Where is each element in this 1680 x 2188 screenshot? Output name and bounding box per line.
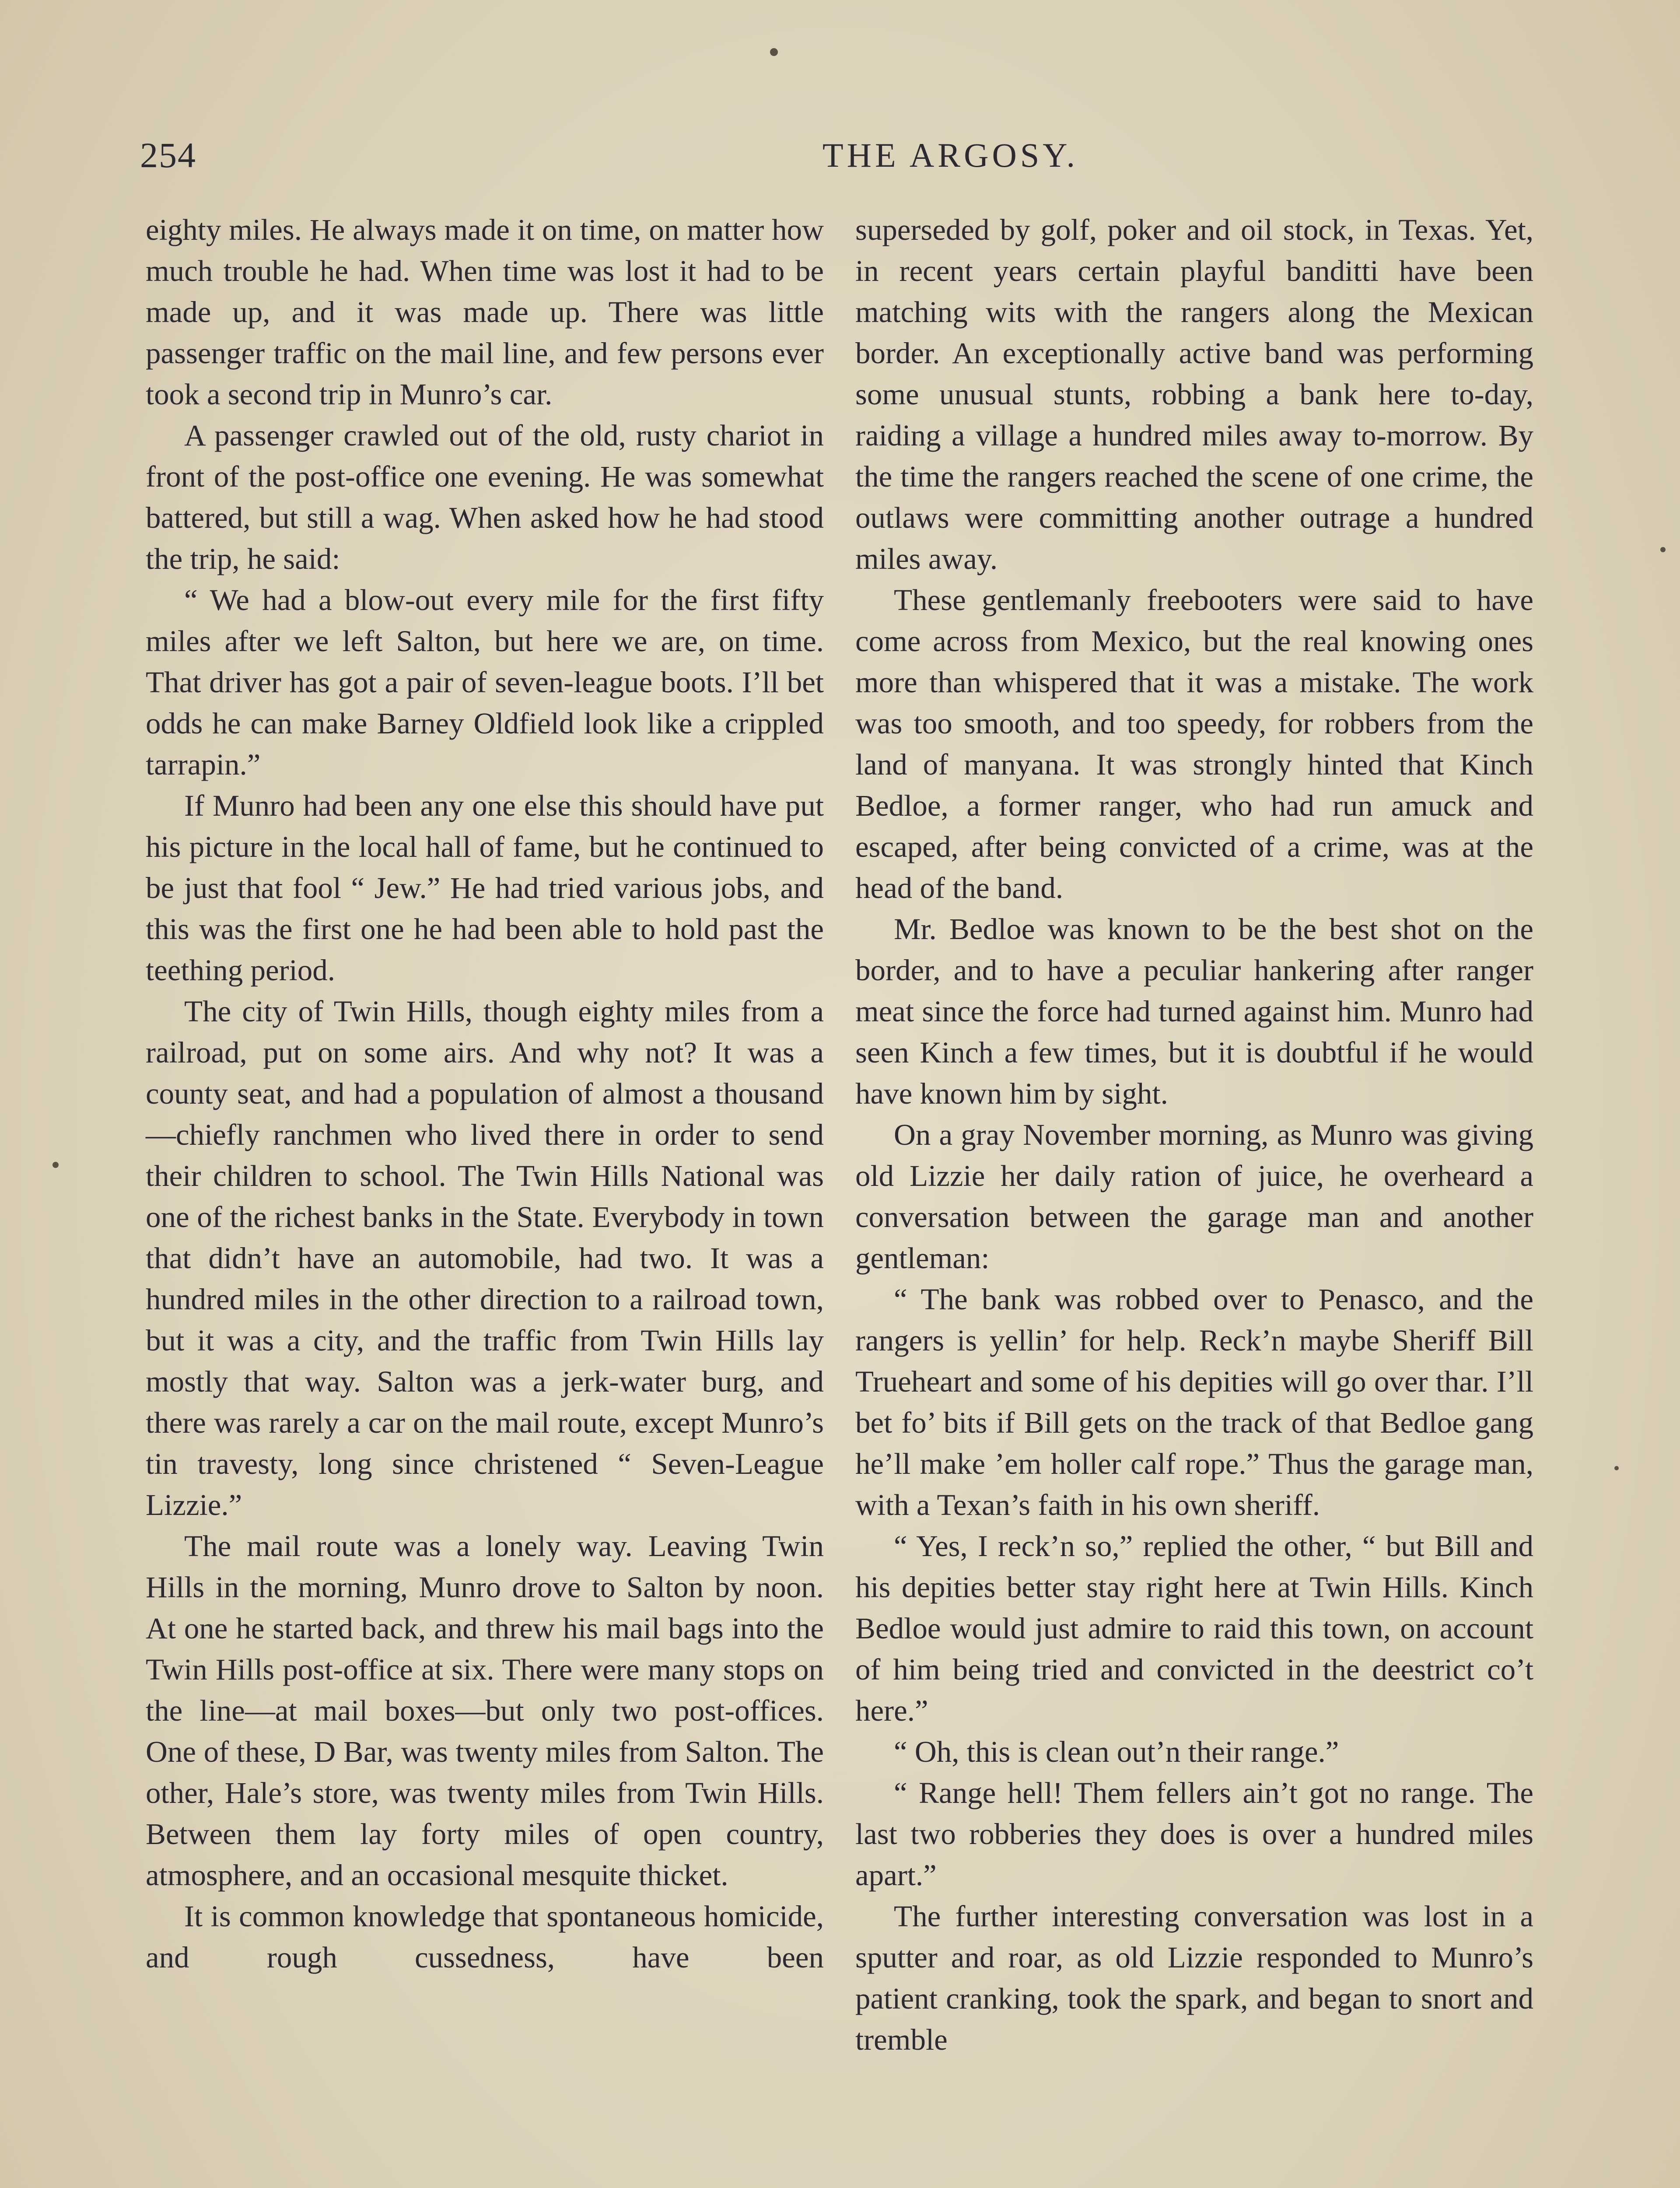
paragraph: “ Oh, this is clean out’n their range.” (894, 1735, 1339, 1768)
paper-speck (52, 1162, 59, 1168)
paragraph: If Munro had been any one else this should have put his picture in the local hall of fame, but he continued to be just that fool “ Jew.” He had tried various jobs, and this was the first one he had been able to hold past the teething period. (146, 789, 824, 987)
left-text-column (146, 209, 824, 1978)
paragraph: These gentlemanly freebooters were said to have come across from Mexico, but the real knowing ones more than whispered that it was a mistake. The work was too smooth, and too speedy, for robbers from the land of manyana. It was strongly hinted that Kinch Bedloe, a former ranger, who had run amuck and escaped, after being convicted of a crime, was at the head of the band. (855, 583, 1533, 905)
running-head: THE ARGOSY. (822, 136, 1078, 174)
paragraph: “ Range hell! Them fellers ain’t got no range. The last two robberies they does is over a hundred miles apart.” (855, 1776, 1533, 1892)
paragraph: “ We had a blow-out every mile for the first fifty miles after we left Salton, but here we are, on time. That driver has got a pair of seven-league boots. I’ll bet odds he can make Barney Oldfield look like a crippled tarrapin.” (146, 583, 824, 781)
paragraph: The city of Twin Hills, though eighty miles from a railroad, put on some airs. And why not? It was a county seat, and had a population of almost a thousand—chiefly ranchmen who lived there in order to send their children to school. The Twin Hills National was one of the richest banks in the State. Everybody in town that didn’t have an automobile, had two. It was a hundred miles in the other direction to a railroad town, but it was a city, and the traffic from Twin Hills lay mostly that way. Salton was a jerk-water burg, and there was rarely a car on the mail route, except Munro’s tin travesty, long since christened “ Seven-League Lizzie.” (146, 995, 824, 1522)
page-number: 254 (140, 135, 196, 175)
paragraph: Mr. Bedloe was known to be the best shot on the border, and to have a peculiar hankering after ranger meat since the force had turned against him. Munro had seen Kinch a few times, but it is doubtful if he would have known him by sight. (855, 912, 1533, 1110)
paper-speck (770, 48, 778, 56)
paragraph: A passenger crawled out of the old, rusty chariot in front of the post-office one evening. He was somewhat battered, but still a wag. When asked how he had stood the trip, he said: (146, 419, 824, 575)
paragraph: “ Yes, I reck’n so,” replied the other, “ but Bill and his depities better stay right here at Twin Hills. Kinch Bedloe would just admire to raid this town, on account of him being tried and convicted in the deestrict co’t here.” (855, 1529, 1533, 1727)
paragraph: The mail route was a lonely way. Leaving Twin Hills in the morning, Munro drove to Salton by noon. At one he started back, and threw his mail bags into the Twin Hills post-office at six. There were many stops on the line—at mail boxes—but only two post-offices. One of these, D Bar, was twenty miles from Salton. The other, Hale’s store, was twenty miles from Twin Hills. Between them lay forty miles of open country, atmosphere, and an occasional mesquite thicket. (146, 1529, 824, 1892)
paper-speck (1614, 1466, 1619, 1470)
paragraph: “ The bank was robbed over to Penasco, and the rangers is yellin’ for help. Reck’n maybe Sheriff Bill Trueheart and some of his depities will go over thar. I’ll bet fo’ bits if Bill gets on the track of that Bedloe gang he’ll make ’em holler calf rope.” Thus the garage man, with a Texan’s faith in his own sheriff. (855, 1283, 1533, 1522)
right-text-column (855, 209, 1533, 2060)
paper-speck (1660, 547, 1666, 552)
paragraph: On a gray November morning, as Munro was giving old Lizzie her daily ration of juice, he overheard a conversation between the garage man and another gentleman: (855, 1118, 1533, 1275)
paragraph: It is common knowledge that spontaneous homicide, and rough cussedness, have been (146, 1900, 824, 1974)
paragraph: superseded by golf, poker and oil stock, in Texas. Yet, in recent years certain playful banditti have been matching wits with the rangers along the Mexican border. An exceptionally active band was performing some unusual stunts, robbing a bank here to-day, raiding a village a hundred miles away to-morrow. By the time the rangers reached the scene of one crime, the outlaws were committing another outrage a hundred miles away. (855, 213, 1533, 575)
page-header (140, 127, 1540, 184)
paragraph: eighty miles. He always made it on time, on matter how much trouble he had. When time was lost it had to be made up, and it was made up. There was little passenger traffic on the mail line, and few persons ever took a second trip in Munro’s car. (146, 213, 824, 411)
paragraph: The further interesting conversation was lost in a sputter and roar, as old Lizzie responded to Munro’s patient cranking, took the spark, and began to snort and tremble (855, 1900, 1533, 2056)
